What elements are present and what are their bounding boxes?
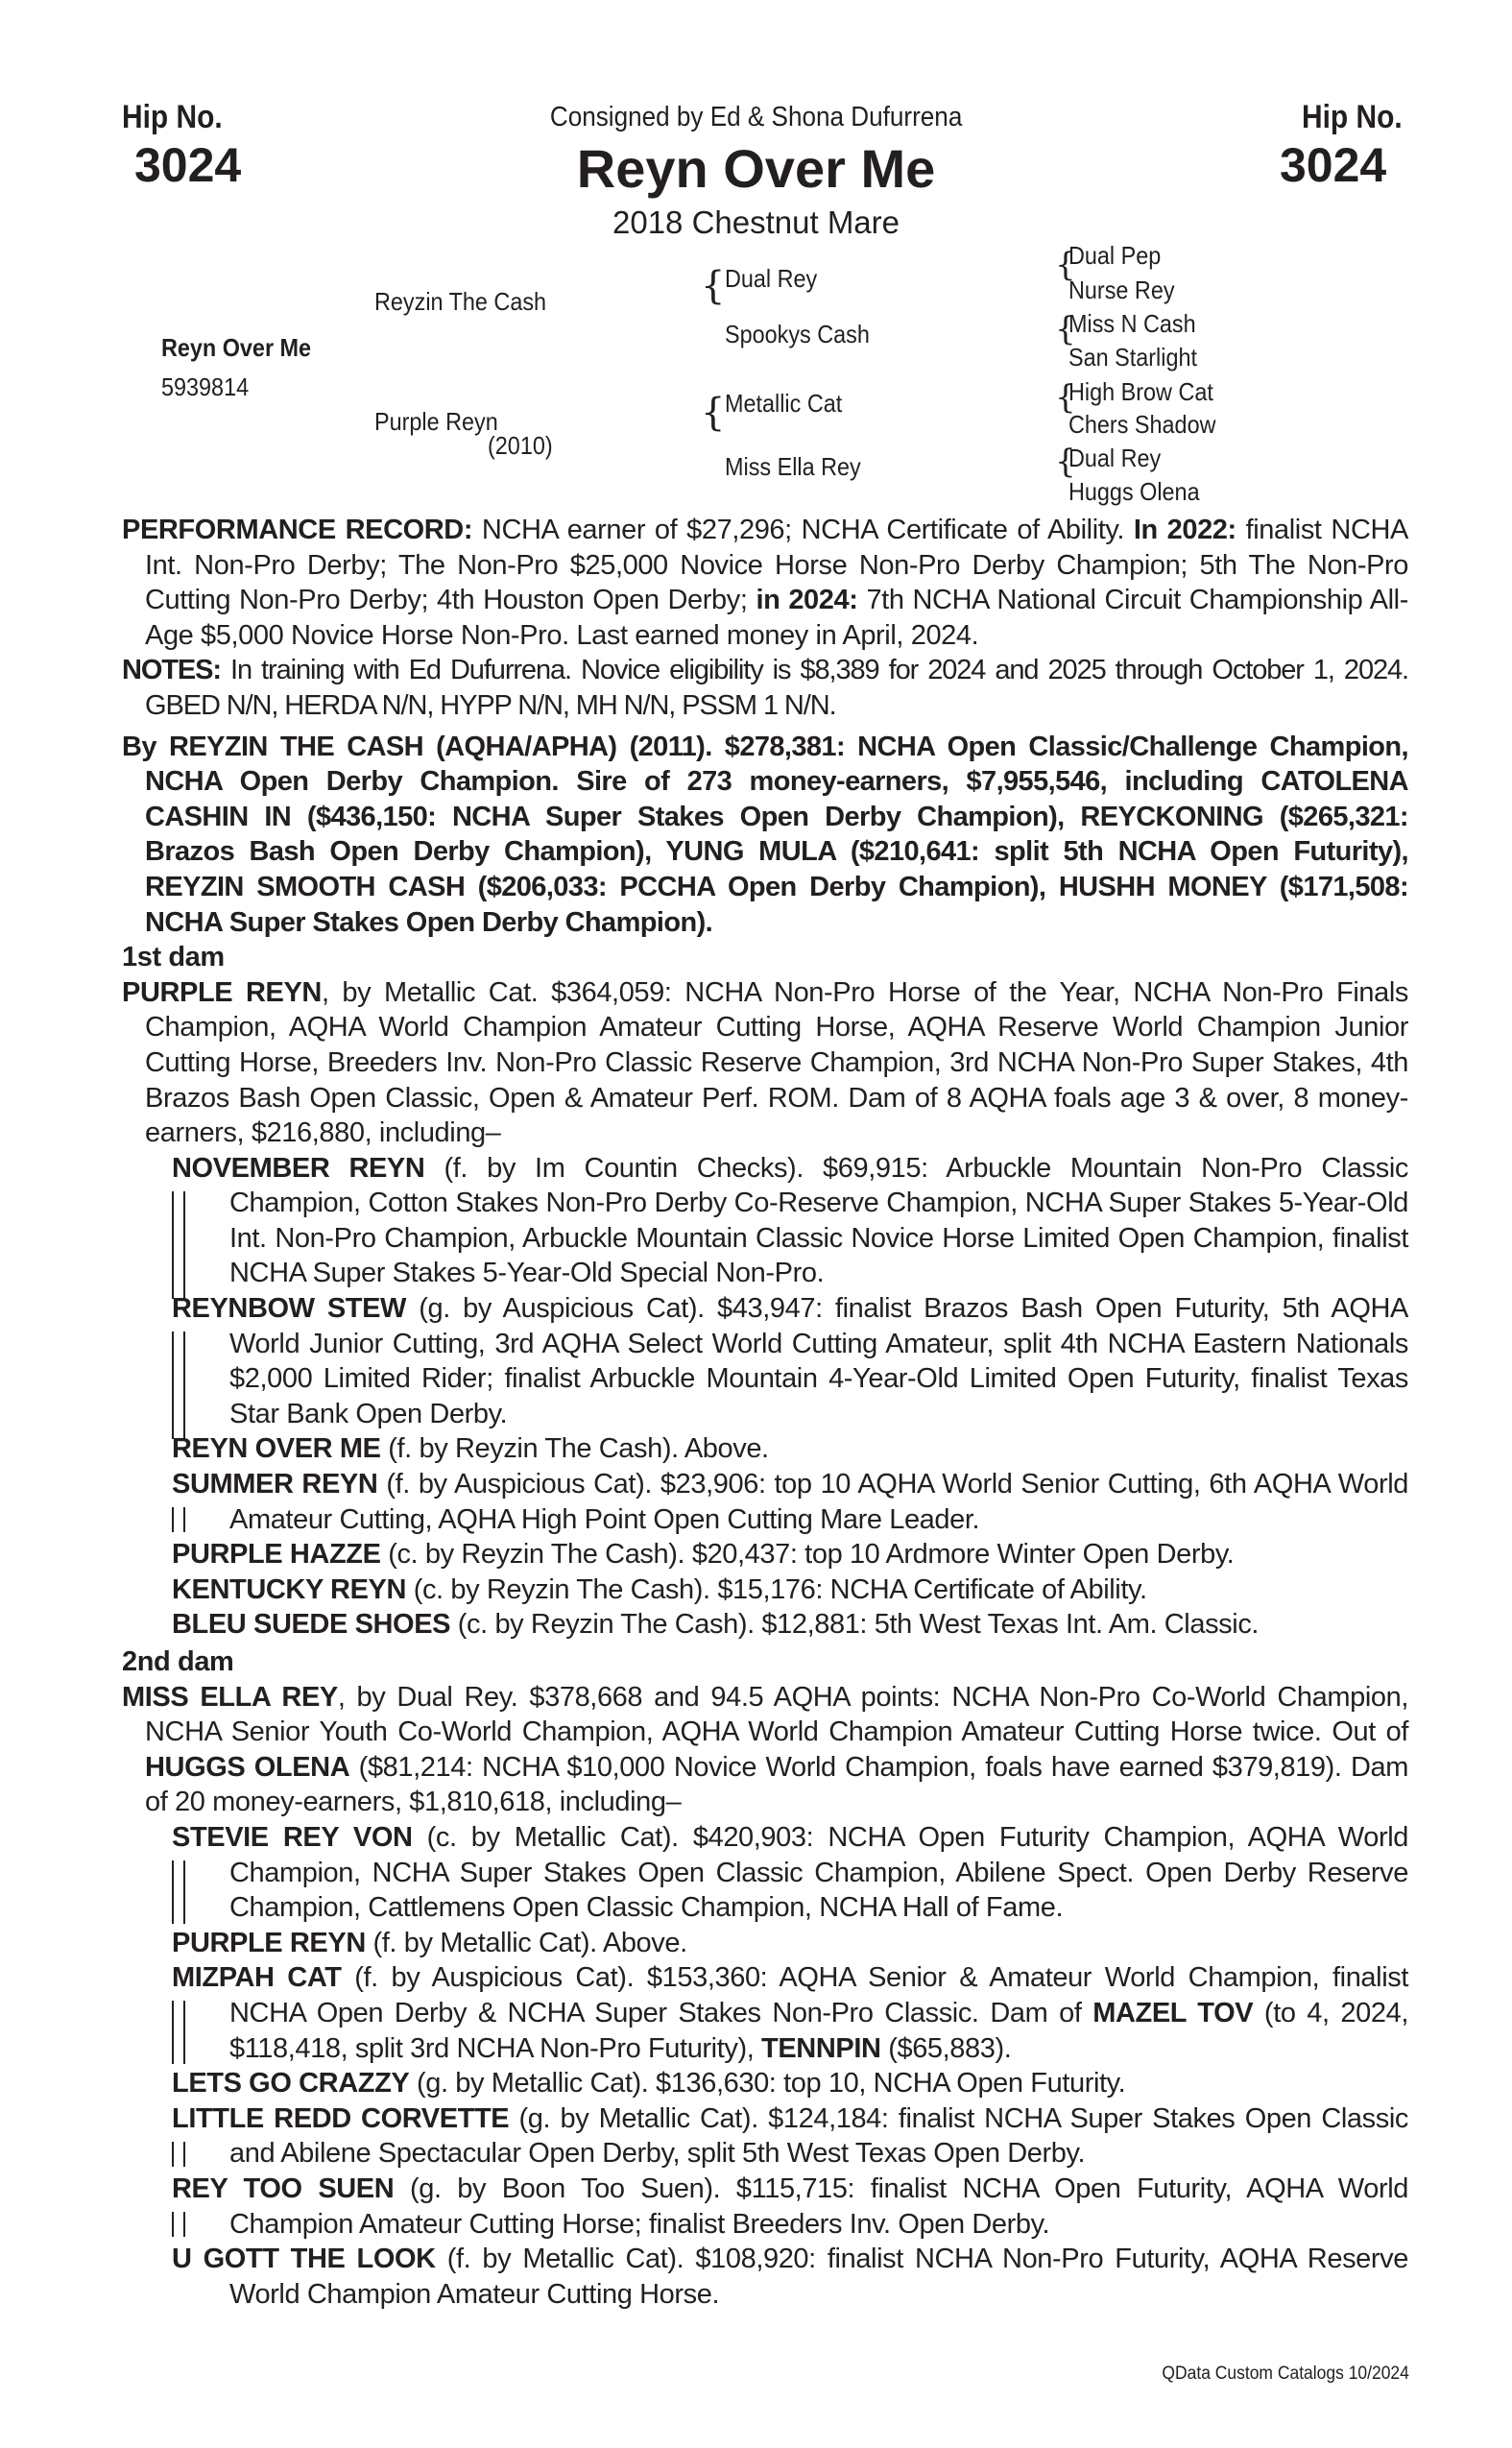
performance-year-2022: In 2022: <box>1133 515 1236 545</box>
pedigree-subject: Reyn Over Me <box>161 333 312 362</box>
pedigree-g5: High Brow Cat <box>1068 377 1213 406</box>
produce-text: (g. by Metallic Cat). $136,630: top 10, NCHA Open Futurity. <box>409 2068 1126 2100</box>
produce-text: ($65,883). <box>880 2032 1012 2064</box>
produce-entry <box>172 2172 1408 2242</box>
pedigree-g3: Miss N Cash <box>1068 309 1196 338</box>
produce-text: (c. by Reyzin The Cash). $12,881: 5th West Texas Int. Am. Classic. <box>450 1609 1260 1641</box>
produce-text: (f. by Metallic Cat). Above. <box>365 1927 687 1958</box>
produce-name: REYNBOW STEW <box>172 1293 407 1325</box>
second-dam-text-1: , by Dual Rey. $378,668 and 94.5 AQHA points: NCHA Non-Pro Co-World Champion, NCHA Senior Youth Co-World Champion, AQHA World Champion Amateur Cutting Horse twice. Out of <box>145 1681 1408 1748</box>
notes <box>122 653 1408 723</box>
brace-sire: { <box>701 264 726 308</box>
produce-entry <box>172 2101 1408 2172</box>
produce-name: MIZPAH CAT <box>172 1962 342 1994</box>
produce-text: (f. by Metallic Cat). $108,920: finalist NCHA Non-Pro Futurity, AQHA Reserve World Champion Amateur Cutting Horse. <box>229 2244 1408 2310</box>
second-dam-third-dam: HUGGS OLENA <box>145 1751 350 1783</box>
produce-entry <box>172 1467 1408 1537</box>
produce-text: (c. by Reyzin The Cash). $15,176: NCHA Certificate of Ability. <box>406 1573 1147 1605</box>
produce-text: (g. by Auspicious Cat). $43,947: finalist Brazos Bash Open Futurity, 5th AQHA World Junior Cutting, 3rd AQHA Select World Cutting Amateur, split 4th NCHA Eastern Nationals $2,000 Limited Rider; finalist Arbuckle Mountain 4-Year-Old Limited Open Futurity, finalist Texas Star Bank Open Derby. <box>229 1293 1408 1429</box>
produce-text: (f. by Auspicious Cat). $153,360: AQHA Senior & Amateur World Champion, finalist NCHA Open Derby & NCHA Super Stakes Non-Pro Classic. Dam of <box>229 1962 1408 2028</box>
produce-text: (c. by Metallic Cat). $420,903: NCHA Open Futurity Champion, AQHA World Champion, NCHA Super Stakes Open Classic Champion, Abilene Spect. Open Derby Reserve Champion, Cattlemens Open Classic Champion, NCHA Hall of Fame. <box>229 1821 1408 1924</box>
produce-entry <box>172 2242 1408 2312</box>
performance-text-2: finalist NCHA Int. Non-Pro Derby; The Non-Pro $25,000 Novice Horse Non-Pro Derby Champion; 5th The Non-Pro Cutting Non-Pro Derby; 4th Houston Open Derby; <box>145 515 1408 616</box>
second-dam-name: MISS ELLA REY <box>122 1681 338 1713</box>
produce-name: LITTLE REDD CORVETTE <box>172 2102 510 2134</box>
produce-name: PURPLE REYN <box>172 1927 366 1958</box>
horse-name: Reyn Over Me <box>576 138 936 199</box>
produce-name: REY TOO SUEN <box>172 2172 395 2204</box>
produce-text: (c. by Reyzin The Cash). $20,437: top 10 Ardmore Winter Open Derby. <box>380 1539 1235 1571</box>
produce-name: PURPLE HAZZE <box>172 1539 381 1571</box>
first-dam-name: PURPLE REYN <box>122 976 322 1008</box>
consignor: Consigned by Ed & Shona Dufurrena <box>549 102 963 132</box>
pedigree-sire: Reyzin The Cash <box>374 287 547 316</box>
performance-text-1: NCHA earner of $27,296; NCHA Certificate of Ability. <box>472 515 1134 545</box>
pedigree-sire-dam: Spookys Cash <box>725 320 870 348</box>
hip-number-left: 3024 <box>134 138 242 192</box>
pedigree-g2: Nurse Rey <box>1068 276 1175 304</box>
produce-entry <box>172 1151 1408 1291</box>
produce-entry <box>172 1537 1408 1572</box>
produce-entry <box>172 2066 1408 2101</box>
pedigree-dam-dam: Miss Ella Rey <box>725 452 861 481</box>
notes-text: In training with Ed Dufurrena. Novice eligibility is $8,389 for 2024 and 2025 through October 1, 2024. GBED N/N, HERDA N/N, HYPP N/N, MH N/N, PSSM 1 N/N. <box>145 655 1408 721</box>
pedigree-g7: Dual Rey <box>1068 444 1162 472</box>
brace-g2: { <box>1055 310 1076 348</box>
hip-number-right: 3024 <box>1280 138 1387 192</box>
second-dam-heading: 2nd dam <box>122 1646 234 1677</box>
produce-text: (g. by Boon Too Suen). $115,715: finalist NCHA Open Futurity, AQHA World Champion Amateur Cutting Horse; finalist Breeders Inv. Open Derby. <box>229 2172 1408 2240</box>
pedigree-dam-sire: Metallic Cat <box>725 389 843 418</box>
pedigree-g8: Huggs Olena <box>1068 477 1200 506</box>
produce-name: BLEU SUEDE SHOES <box>172 1609 451 1641</box>
produce-text: (to 4, 2024, $118,418, split 3rd NCHA Non-Pro Futurity), <box>229 1997 1409 2064</box>
produce-entry <box>172 1960 1408 2066</box>
first-dam-record <box>122 975 1408 1151</box>
produce-text: (g. by Metallic Cat). $124,184: finalist NCHA Super Stakes Open Classic and Abilene Spectacular Open Derby, split 5th West Texas Open Derby. <box>229 2102 1408 2170</box>
pedigree-g1: Dual Pep <box>1068 241 1162 270</box>
produce-entry <box>172 1607 1408 1643</box>
pedigree-g4: San Starlight <box>1068 343 1197 372</box>
performance-text-3: 7th NCHA National Circuit Championship All-Age $5,000 Novice Horse Non-Pro. Last earned money in April, 2024. <box>145 585 1408 651</box>
notes-label: NOTES: <box>122 655 221 686</box>
produce-name: STEVIE REY VON <box>172 1821 413 1853</box>
second-dam-text-2: ($81,214: NCHA $10,000 Novice World Champion, foals have earned $379,819). Dam of 20 money-earners, $1,810,618, including– <box>145 1751 1409 1818</box>
produce-name: NOVEMBER REYN <box>172 1152 425 1184</box>
brace-dam: { <box>701 391 726 435</box>
produce-foal-name: TENNPIN <box>761 2032 881 2064</box>
brace-g4: { <box>1055 443 1076 481</box>
second-dam-record <box>122 1680 1408 1820</box>
brace-g3: { <box>1055 378 1076 417</box>
produce-entry <box>172 1431 1408 1467</box>
pedigree-dam-year: (2010) <box>488 431 553 460</box>
first-dam-heading: 1st dam <box>122 942 225 973</box>
performance-record <box>122 513 1408 653</box>
performance-year-2024: in 2024: <box>756 585 858 616</box>
first-dam-text: , by Metallic Cat. $364,059: NCHA Non-Pro Horse of the Year, NCHA Non-Pro Finals Champion, AQHA World Champion Amateur Cutting Horse, AQHA Reserve World Champion Junior Cutting Horse, Breeders Inv. Non-Pro Classic Reserve Champion, 3rd NCHA Non-Pro Super Stakes, 4th Brazos Bash Open Classic, Open & Amateur Perf. ROM. Dam of 8 AQHA foals age 3 & over, 8 money-earners, $216,880, including– <box>145 976 1408 1149</box>
produce-entry <box>172 1926 1408 1961</box>
produce-text: (f. by Auspicious Cat). $23,906: top 10 AQHA World Senior Cutting, 6th AQHA World Amateur Cutting, AQHA High Point Open Cutting Mare Leader. <box>229 1469 1408 1535</box>
brace-g1: { <box>1055 246 1076 284</box>
pedigree-dam: Purple Reyn <box>374 407 498 436</box>
hip-label-left: Hip No. <box>122 99 223 135</box>
pedigree-registration: 5939814 <box>161 372 250 401</box>
horse-description: 2018 Chestnut Mare <box>612 204 900 240</box>
sire-summary: By REYZIN THE CASH (AQHA/APHA) (2011). $278,381: NCHA Open Classic/Challenge Champion, NCHA Open Derby Champion. Sire of 273 money-earners, $7,955,546, including CATOLENA CASHIN IN ($436,150: NCHA Super Stakes Open Derby Champion), REYCKONING ($265,321: Brazos Bash Open Derby Champion), YUNG MULA ($210,641: split 5th NCHA Open Futurity), REYZIN SMOOTH CASH ($206,033: PCCHA Open Derby Champion), HUSHH MONEY ($171,508: NCHA Super Stakes Open Derby Champion). <box>122 731 1408 938</box>
catalog-body <box>122 513 1408 2312</box>
produce-text: (f. by Reyzin The Cash). Above. <box>380 1433 769 1465</box>
hip-label-right: Hip No. <box>1302 99 1403 135</box>
produce-text: (f. by Im Countin Checks). $69,915: Arbuckle Mountain Non-Pro Classic Champion, Cotton Stakes Non-Pro Derby Co-Reserve Champion, NCHA Super Stakes 5-Year-Old Int. Non-Pro Champion, Arbuckle Mountain Classic Novice Horse Limited Open Champion, finalist NCHA Super Stakes 5-Year-Old Special Non-Pro. <box>229 1152 1408 1289</box>
pedigree-g6: Chers Shadow <box>1068 410 1216 439</box>
produce-foal-name: MAZEL TOV <box>1092 1997 1254 2028</box>
produce-entry <box>172 1291 1408 1431</box>
produce-name: LETS GO CRAZZY <box>172 2068 410 2100</box>
produce-name: SUMMER REYN <box>172 1469 378 1500</box>
produce-entry <box>172 1572 1408 1608</box>
produce-name: U GOTT THE LOOK <box>172 2244 436 2275</box>
produce-entry <box>172 1820 1408 1926</box>
performance-label: PERFORMANCE RECORD: <box>122 515 473 545</box>
produce-name: REYN OVER ME <box>172 1433 381 1465</box>
pedigree-sire-sire: Dual Rey <box>725 264 818 293</box>
produce-name: KENTUCKY REYN <box>172 1573 407 1605</box>
footer-credit: QData Custom Catalogs 10/2024 <box>1162 2364 1409 2384</box>
